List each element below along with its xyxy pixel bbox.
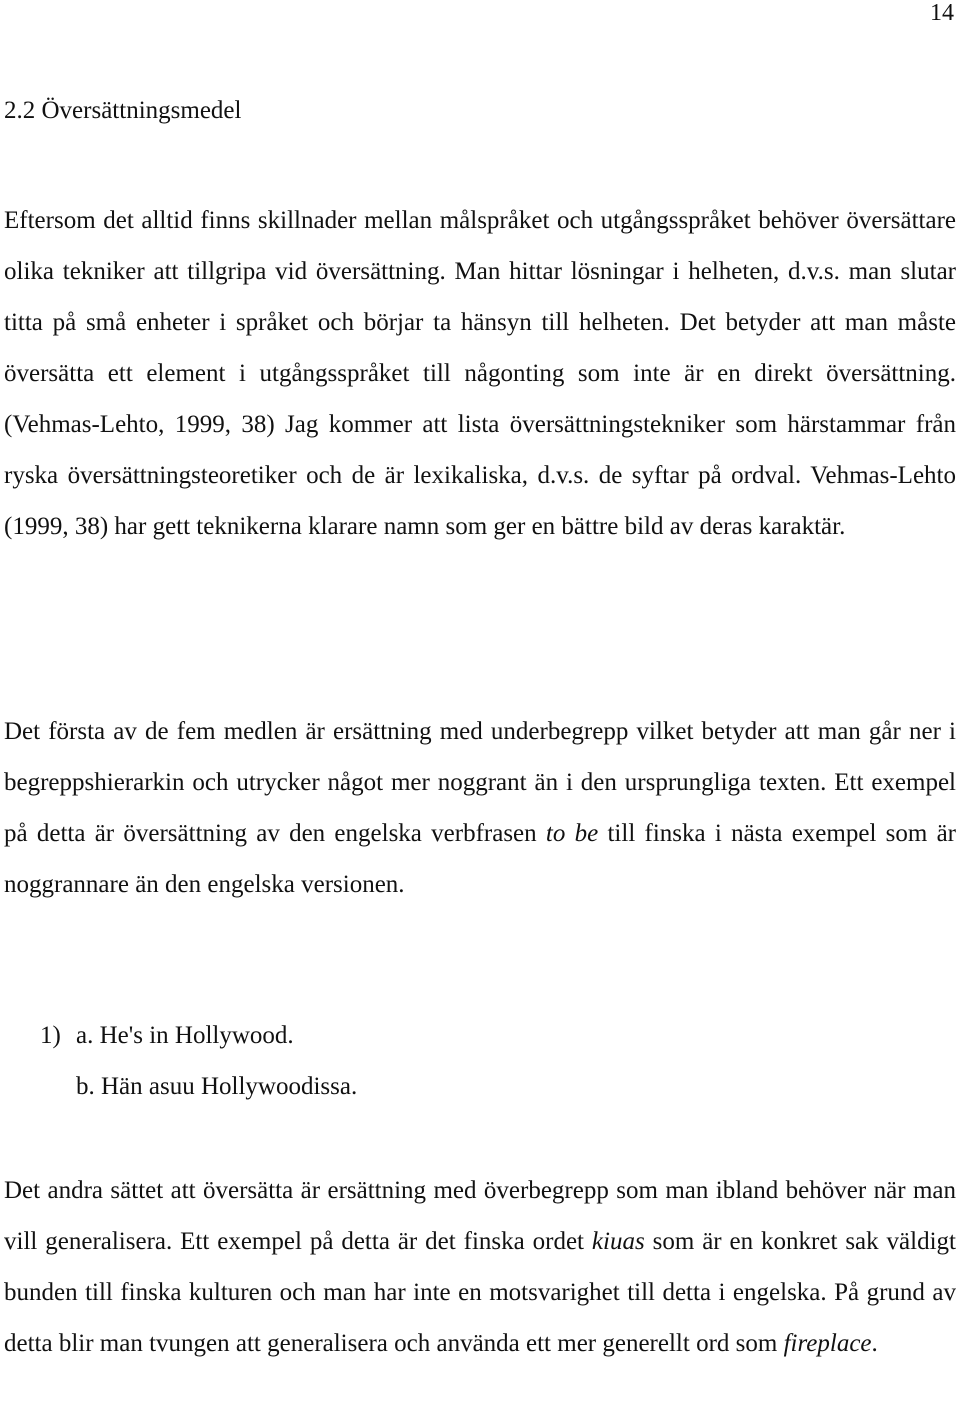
example-a-text: a. He's in Hollywood. [76, 1022, 294, 1049]
paragraph-2 [4, 706, 956, 910]
paragraph-2-text-before: Det första av de fem medlen är ersättning med underbegrepp vilket betyder att man går ner i begreppshierarkin och utrycker något mer noggrant än i den ursprungliga texten. Ett exempel på detta är översättning av den engelska verbfrasen [4, 718, 956, 847]
paragraph-1: Eftersom det alltid finns skillnader mellan målspråket och utgångsspråket behöver översättare olika tekniker att tillgripa vid översättning. Man hittar lösningar i helheten, d.v.s. man slutar titta på små enheter i språket och börjar ta hänsyn till helheten. Det betyder att man måste översätta ett element i utgångsspråket till någonting som inte är en direkt översättning. (Vehmas-Lehto, 1999, 38) Jag kommer att lista översättningstekniker som härstammar från ryska översättningsteoretiker och de är lexikaliska, d.v.s. de syftar på ordval. Vehmas-Lehto (1999, 38) har gett teknikerna klarare namn som ger en bättre bild av deras karaktär. [4, 207, 956, 540]
example-line-a [40, 1010, 294, 1061]
paragraph-2-text-after: till finska i nästa exempel som är noggrannare än den engelska versionen. [4, 820, 956, 898]
example-number: 1) [40, 1022, 61, 1049]
paragraph-3-text-after: . [871, 1330, 878, 1357]
paragraph-3-text-middle: som är en konkret sak väldigt bunden till finska kulturen och man har inte en motsvarighet till detta i engelska. På grund av detta blir man tvungen att generalisera och använda ett mer generellt ord som [4, 1228, 956, 1357]
paragraph-3-italic-fireplace: fireplace [783, 1330, 872, 1357]
page-number: 14 [930, 0, 954, 26]
paragraph-3-italic-kiuas: kiuas [591, 1228, 645, 1255]
section-heading: 2.2 Översättningsmedel [4, 97, 242, 124]
paragraph-3 [4, 1165, 956, 1369]
paragraph-2-italic-term: to be [545, 820, 599, 847]
paragraph-3-text-before: Det andra sättet att översätta är ersättning med överbegrepp som man ibland behöver när man vill generalisera. Ett exempel på detta är det finska ordet [4, 1177, 956, 1255]
example-line-b: b. Hän asuu Hollywoodissa. [76, 1073, 358, 1100]
